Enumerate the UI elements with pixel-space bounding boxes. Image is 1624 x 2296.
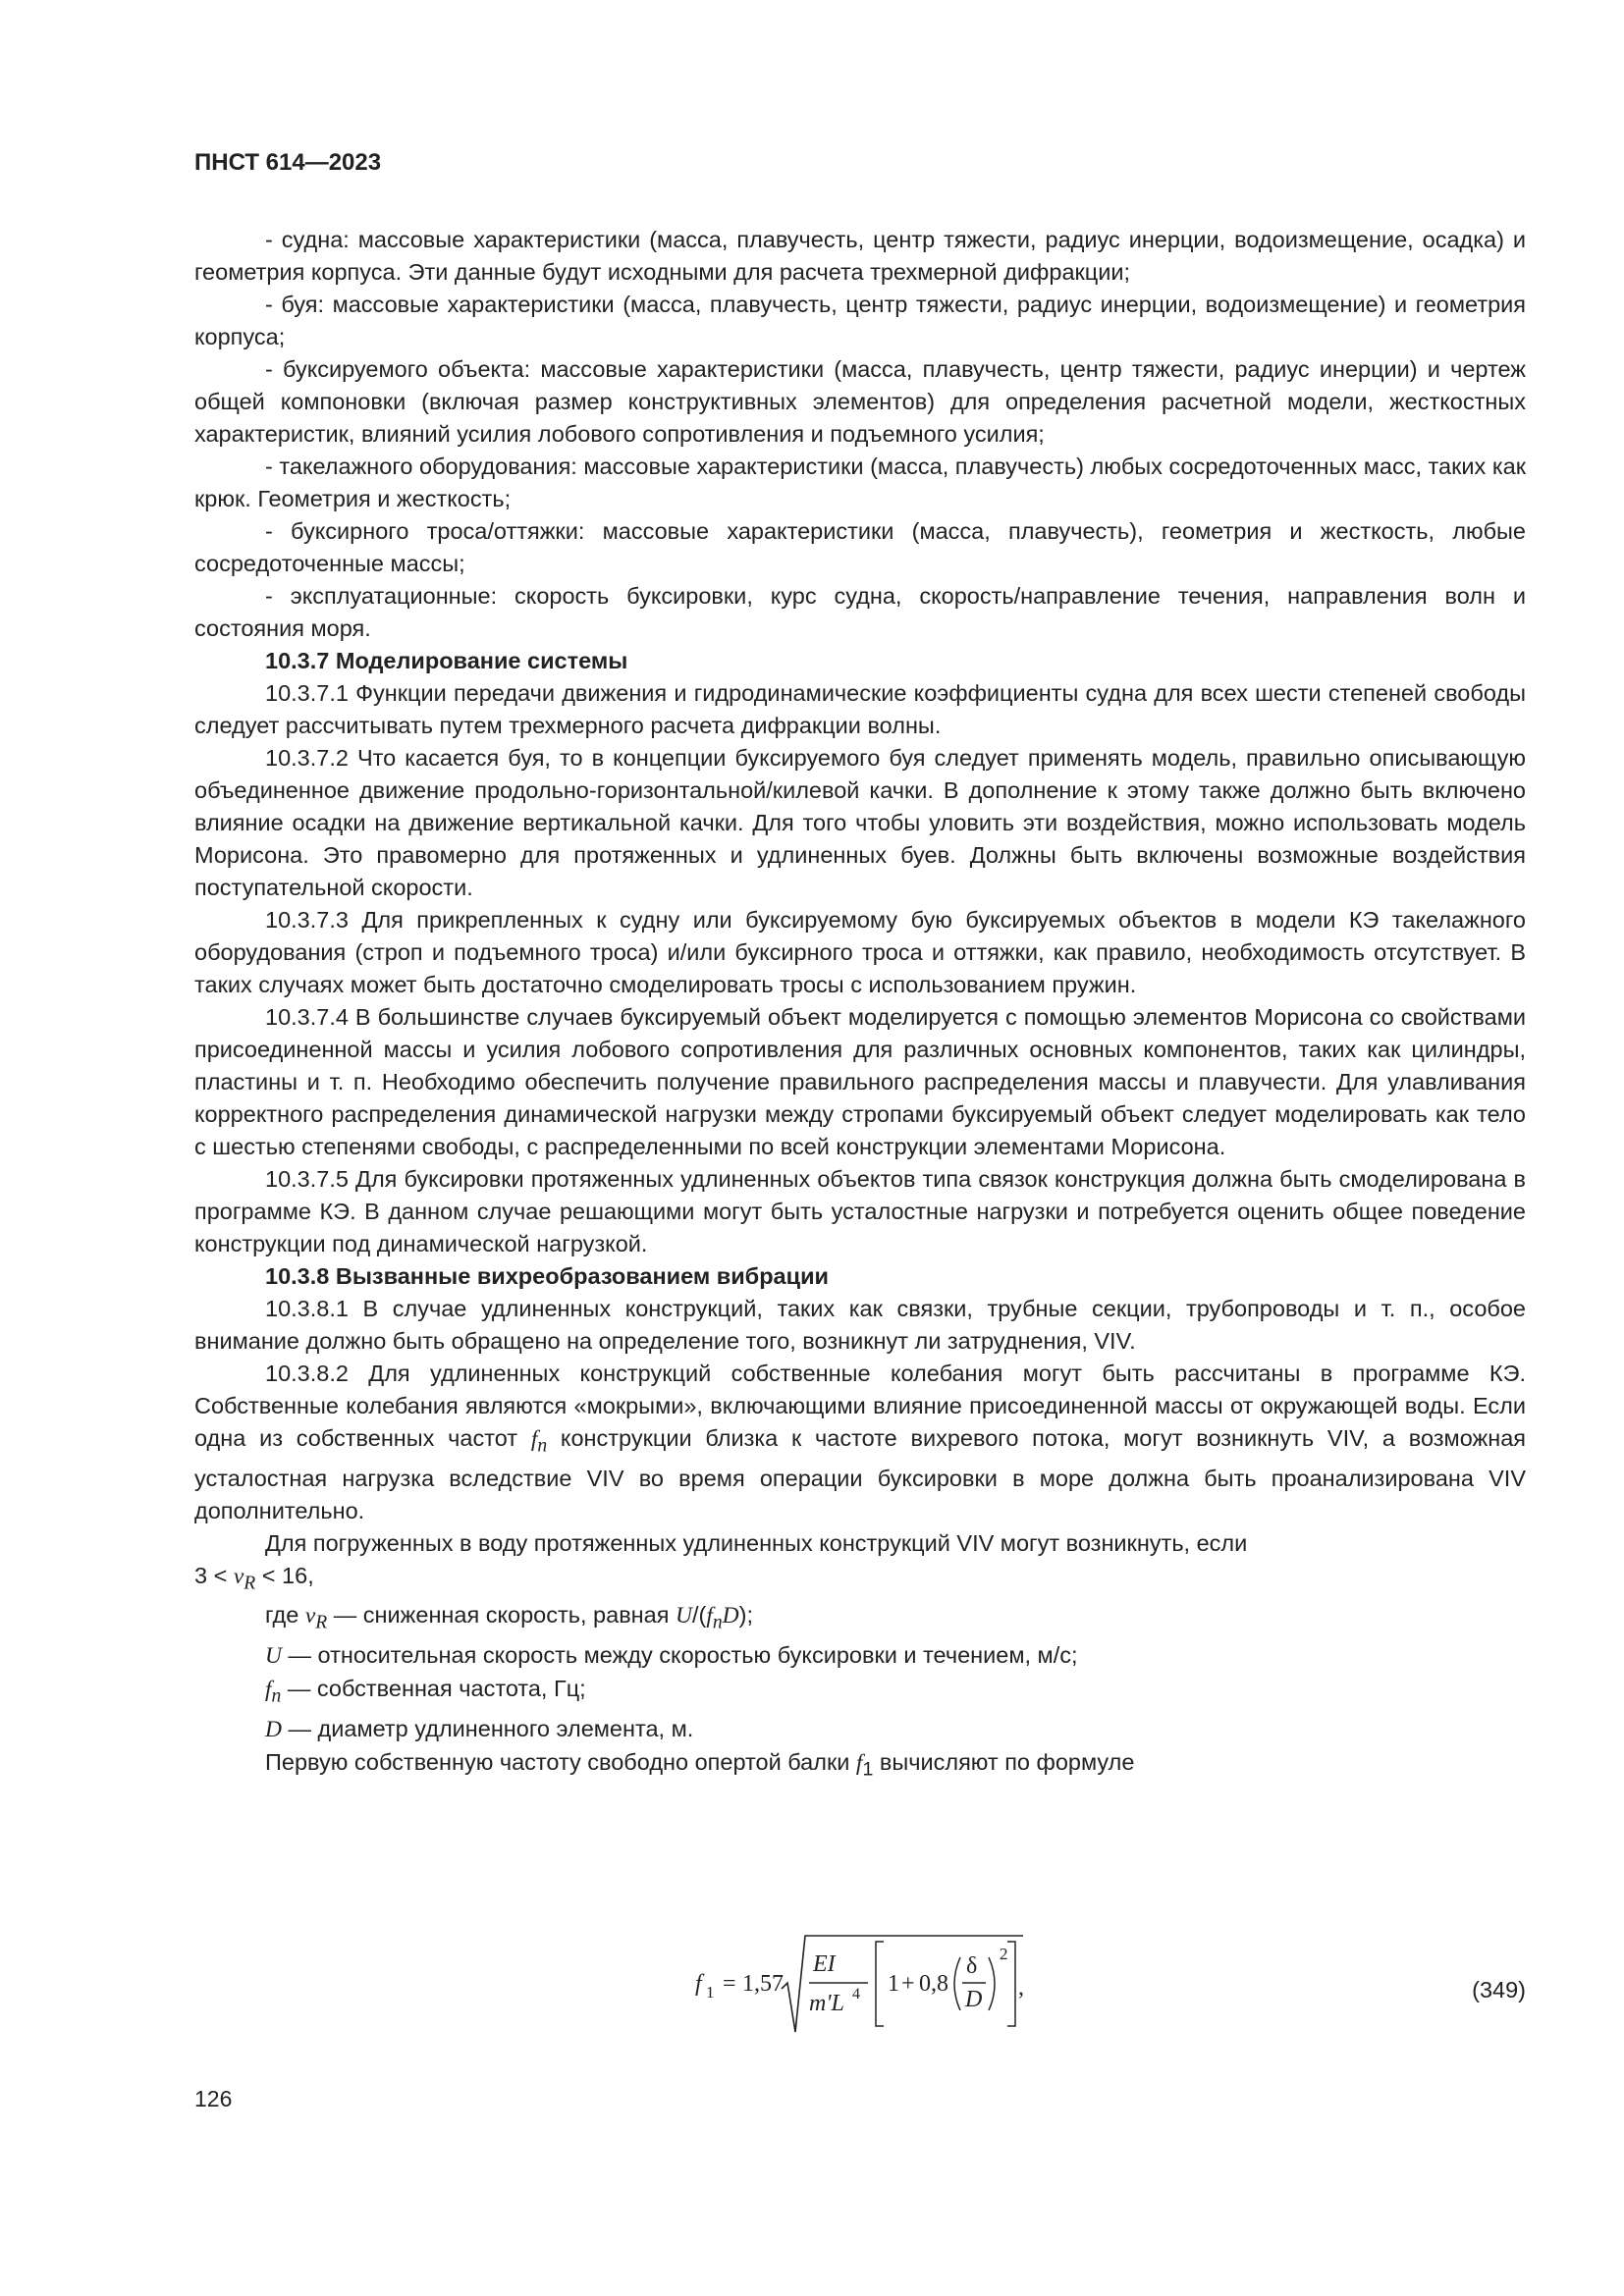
text-run: — относительная скорость между скоростью буксировки и течением, м/с; [288,1642,1078,1669]
formula-num: EI [813,1951,836,1977]
math-D: D [265,1716,282,1742]
paragraph-with-math [194,1358,1526,1527]
definition-line [194,1673,1526,1713]
definition-line [194,1639,1526,1673]
section-heading: 10.3.8 Вызванные вихреобразованием вибрации [265,1263,829,1289]
page-number: 126 [194,2086,233,2111]
text-run: конструкции близка к частоте вихревого потока, могут возникнуть VIV, а возможная усталостная нагрузка вследствие VIV во время операции буксировки в море должна быть проанализирована VIV дополнительно. [194,1425,1527,1523]
math-v: v [233,1563,244,1589]
text-run: — сниженная скорость, равная [333,1602,670,1629]
formula-bracket-open [876,1942,884,2026]
math-slash-paren: /( [691,1602,707,1629]
math-f: f [706,1603,713,1629]
formula-paren-close [989,1957,995,2010]
equation-number: (349) [1472,1977,1526,2002]
paragraph: - эксплуатационные: скорость буксировки, курс судна, скорость/направление течения, направления волн и состояния моря. [194,583,1526,641]
math-cond-right: < 16, [261,1562,314,1588]
paragraph: - буксирного троса/оттяжки: массовые характеристики (масса, плавучесть), геометрия и жесткость, любые сосредоточенные массы; [194,518,1526,576]
formula-lhs-sub: 1 [706,1983,715,2002]
paragraph: - буксируемого объекта: массовые характеристики (масса, плавучесть, центр тяжести, радиус инерции) и чертеж общей компоновки (включая размер конструктивных элементов) для определения расчетной модели, жесткостных характеристик, влияний усилия лобового сопротивления и подъемного усилия; [194,356,1526,447]
paragraph: - судна: массовые характеристики (масса, плавучесть, центр тяжести, радиус инерции, водоизмещение, осадка) и геометрия корпуса. Эти данные будут исходными для расчета трехмерной дифракции; [194,227,1526,285]
math-D: D [722,1603,739,1629]
paragraph: 10.3.7.3 Для прикрепленных к судну или буксируемому бую буксируемых объектов в модели КЭ такелажного оборудования (строп и подъемного троса) и/или буксирного троса и оттяжки, как правило, необходимость отсутствует. В таких случаях может быть достаточно смоделировать тросы с использованием пружин. [194,907,1526,997]
document-body [194,224,1526,1786]
formula-den: m'L [809,1991,844,2016]
document-page [194,0,1526,2296]
paragraph: 10.3.7.4 В большинстве случаев буксируемый объект моделируется с помощью элементов Морисона со свойствами присоединенной массы и усилия лобового сопротивления для различных основных компонентов, таких как цилиндры, пластины и т. п. Необходимо обеспечить получение правильного распределения массы и плавучести. Для улавливания корректного распределения динамической нагрузки между стропами буксируемый объект следует моделировать как тело с шестью степенями свободы, с распределенными по всей конструкции элементами Морисона. [194,1004,1526,1159]
formula-k: 0,8 [919,1971,948,1997]
math-sub-n: n [712,1613,723,1634]
math-v: v [304,1603,316,1629]
paragraph-with-math [194,1746,1526,1787]
paragraph: 10.3.7.1 Функции передачи движения и гидродинамические коэффициенты судна для всех шести степеней свободы следует рассчитывать путем трехмерного расчета дифракции волны. [194,680,1526,738]
paragraph-with-math [194,1527,1526,1600]
text-run: 10.3.8.2 Для удлиненных конструкций собственные колебания могут быть рассчитаны в программе КЭ. Собственные колебания являются «мокрыми», включающими влияние присоединенной массы от окружающей воды. Если одна из собственных частот [194,1361,1526,1451]
formula-delta: δ [966,1953,978,1979]
formula-comma: , [1018,1975,1024,2001]
paragraph: 10.3.7.5 Для буксировки протяженных удлиненных объектов типа связок конструкция должна быть смоделирована в программе КЭ. В данном случае решающими могут быть усталостные нагрузки и потребуется оценить общее поведение конструкции под динамической нагрузкой. [194,1166,1526,1256]
math-close: ); [738,1602,753,1629]
math-sub-R: R [244,1573,256,1594]
math-U: U [265,1643,282,1670]
formula-plus: + [901,1971,915,1997]
text-run: вычисляют по формуле [879,1748,1135,1775]
text-run: — диаметр удлиненного элемента, м. [288,1715,694,1741]
formula-den-pow: 4 [852,1986,860,2002]
document-header: ПНСТ 614—2023 [194,149,382,176]
math-cond-left: 3 < [194,1562,228,1588]
text-run: — собственная частота, Гц; [287,1676,586,1702]
definition-line [194,1599,1526,1639]
math-U: U [675,1603,692,1629]
formula-coef: 1,57 [742,1971,784,1997]
formula-eq: = [723,1971,736,1997]
math-f: f [530,1426,538,1452]
formula-bracket-close [1007,1942,1015,2026]
formula-inner-one: 1 [888,1971,899,1997]
math-sub-R: R [315,1613,328,1634]
paragraph: 10.3.8.1 В случае удлиненных конструкций, таких как связки, трубные секции, трубопроводы и т. п., особое внимание должно быть обращено на определение того, возникнут ли затруднения, VIV. [194,1296,1526,1354]
formula-349 [695,1930,1029,2038]
formula-pow: 2 [1000,1945,1008,1963]
definition-line [194,1713,1526,1746]
paragraph: - буя: массовые характеристики (масса, плавучесть, центр тяжести, радиус инерции, водоизмещение) и геометрия корпуса; [194,292,1526,349]
math-sub-1: 1 [862,1758,874,1781]
math-sub-n: n [271,1685,282,1707]
text-run: где [265,1602,299,1629]
math-f: f [855,1749,863,1776]
formula-block [194,1930,1526,2038]
text-run: Первую собственную частоту свободно опертой балки [265,1748,850,1775]
paragraph: - такелажного оборудования: массовые характеристики (масса, плавучесть) любых сосредоточенных масс, таких как крюк. Геометрия и жесткость; [194,454,1526,511]
math-sub-n: n [537,1435,548,1457]
paragraph: 10.3.7.2 Что касается буя, то в концепции буксируемого буя следует применять модель, правильно описывающую объединенное движение продольно-горизонтальной/килевой качки. В дополнение к этому также должно быть включено влияние осадки на движение вертикальной качки. Для того чтобы уловить эти воздействия, можно использовать модель Морисона. Это правомерно для протяженных и удлиненных буев. Должны быть включены возможные воздействия поступательной скорости. [194,745,1526,900]
text-run: Для погруженных в воду протяженных удлиненных конструкций VIV могут возникнуть, если [265,1529,1248,1556]
formula-paren-open [954,1957,960,2010]
math-f: f [265,1677,272,1703]
formula-D: D [965,1987,983,2012]
formula-lhs-f: f [695,1971,702,1997]
section-heading: 10.3.7 Моделирование системы [265,648,628,673]
